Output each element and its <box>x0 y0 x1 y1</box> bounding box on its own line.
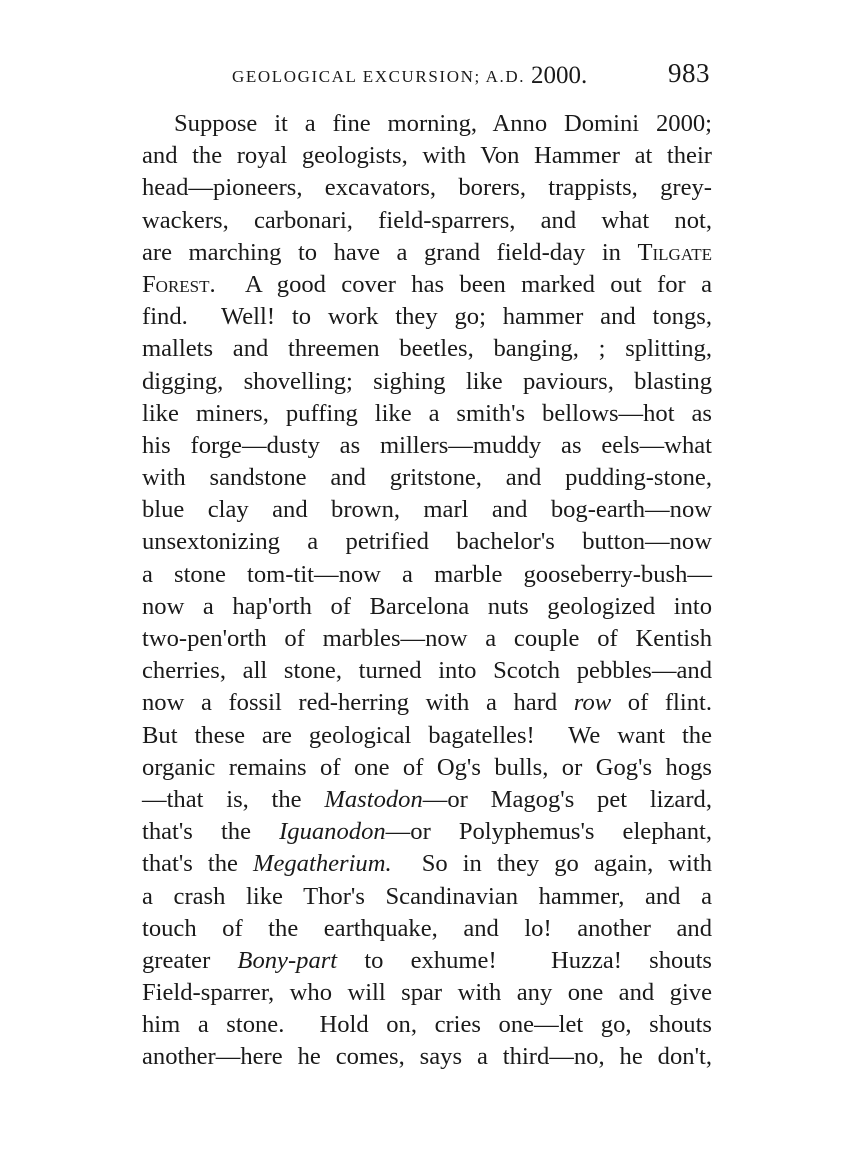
text-segment: Suppose it a fine morning, Anno Domini 2000; <box>174 110 712 137</box>
running-title <box>232 62 587 90</box>
text-segment: cherries, all stone, turned into Scotch pebbles—and <box>142 657 712 685</box>
text-line <box>142 816 712 848</box>
body-paragraph <box>142 108 712 1074</box>
small-caps-text: Forest <box>142 270 210 298</box>
text-segment: head—pioneers, excavators, borers, trappists, grey- <box>142 174 712 202</box>
text-segment: . A good cover has been marked out for a <box>209 270 712 298</box>
text-line <box>142 205 712 237</box>
text-line <box>142 655 712 687</box>
text-segment: But these are geological bagatelles! We want the <box>142 721 712 749</box>
text-line <box>142 848 712 880</box>
text-segment: So in they go again, with <box>391 850 712 878</box>
text-line <box>142 333 712 365</box>
text-segment: a crash like Thor's Scandinavian hammer, and a <box>142 882 712 910</box>
text-line <box>142 752 712 784</box>
text-line <box>142 494 712 526</box>
text-line <box>142 913 712 945</box>
text-line <box>142 269 712 301</box>
text-segment: wackers, carbonari, field-sparrers, and what not, <box>142 206 712 234</box>
text-line <box>142 1009 712 1041</box>
text-line <box>142 977 712 1009</box>
text-segment: —or Magog's pet lizard, <box>422 785 712 813</box>
text-line <box>142 945 712 977</box>
running-title-text: GEOLOGICAL EXCURSION; A.D. <box>232 67 526 86</box>
text-line <box>142 591 712 623</box>
italic-text: Megatherium. <box>252 850 392 878</box>
text-line <box>142 623 712 655</box>
text-line <box>142 559 712 591</box>
text-line <box>142 172 712 204</box>
text-segment: with sandstone and gritstone, and pudding-stone, <box>142 464 712 492</box>
text-line <box>142 881 712 913</box>
running-head <box>140 58 710 92</box>
text-line <box>142 108 712 140</box>
text-segment: digging, shovelling; sighing like paviours, blasting <box>142 367 712 395</box>
text-line <box>142 687 712 719</box>
text-segment: touch of the earthquake, and lo! another and <box>142 914 712 942</box>
italic-text: Iguanodon <box>279 818 386 846</box>
text-line <box>142 1041 712 1073</box>
text-segment: that's the <box>142 850 253 878</box>
text-segment: now a hap'orth of Barcelona nuts geologized into <box>142 592 712 620</box>
text-line <box>142 784 712 816</box>
small-caps-text: Tilgate <box>637 238 712 266</box>
page-number: 983 <box>668 58 710 88</box>
text-segment: like miners, puffing like a smith's bellows—hot as <box>142 399 712 427</box>
text-segment: blue clay and brown, marl and bog-earth—now <box>142 496 712 524</box>
italic-text: row <box>573 689 612 717</box>
text-segment: are marching to have a grand field-day in <box>142 238 638 266</box>
text-segment: of flint. <box>611 689 712 717</box>
text-segment: organic remains of one of Og's bulls, or Gog's hogs <box>142 753 712 781</box>
text-segment: two-pen'orth of marbles—now a couple of Kentish <box>142 625 712 652</box>
text-segment: that's the <box>142 818 280 846</box>
text-line <box>142 301 712 333</box>
text-segment: another—here he comes, says a third—no, he don't, <box>142 1043 712 1071</box>
text-segment: and the royal geologists, with Von Hammer at their <box>142 142 712 170</box>
text-segment: now a fossil red-herring with a hard <box>142 689 574 717</box>
text-line <box>142 398 712 430</box>
text-segment: unsextonizing a petrified bachelor's button—now <box>142 528 712 556</box>
text-segment: a stone tom-tit—now a marble gooseberry-bush— <box>142 560 712 588</box>
text-segment: Field-sparrer, who will spar with any one and give <box>142 979 712 1007</box>
text-segment: find. Well! to work they go; hammer and tongs, <box>142 303 712 331</box>
text-line <box>142 526 712 558</box>
text-segment: —or Polyphemus's elephant, <box>385 818 712 846</box>
text-segment: mallets and threemen beetles, banging, ; splitting, <box>142 335 712 363</box>
text-line <box>142 462 712 494</box>
text-segment: him a stone. Hold on, cries one—let go, shouts <box>142 1011 712 1039</box>
text-segment: his forge—dusty as millers—muddy as eels—what <box>142 431 712 459</box>
text-segment: to exhume! Huzza! shouts <box>337 946 712 974</box>
running-title-year: 2000. <box>531 62 588 89</box>
italic-text: Bony-part <box>237 946 338 974</box>
text-line <box>142 720 712 752</box>
italic-text: Mastodon <box>324 785 423 813</box>
text-line <box>142 237 712 269</box>
text-line <box>142 430 712 462</box>
text-segment: greater <box>142 946 238 974</box>
text-line <box>142 140 712 172</box>
text-line <box>142 366 712 398</box>
text-segment: —that is, the <box>142 785 325 813</box>
